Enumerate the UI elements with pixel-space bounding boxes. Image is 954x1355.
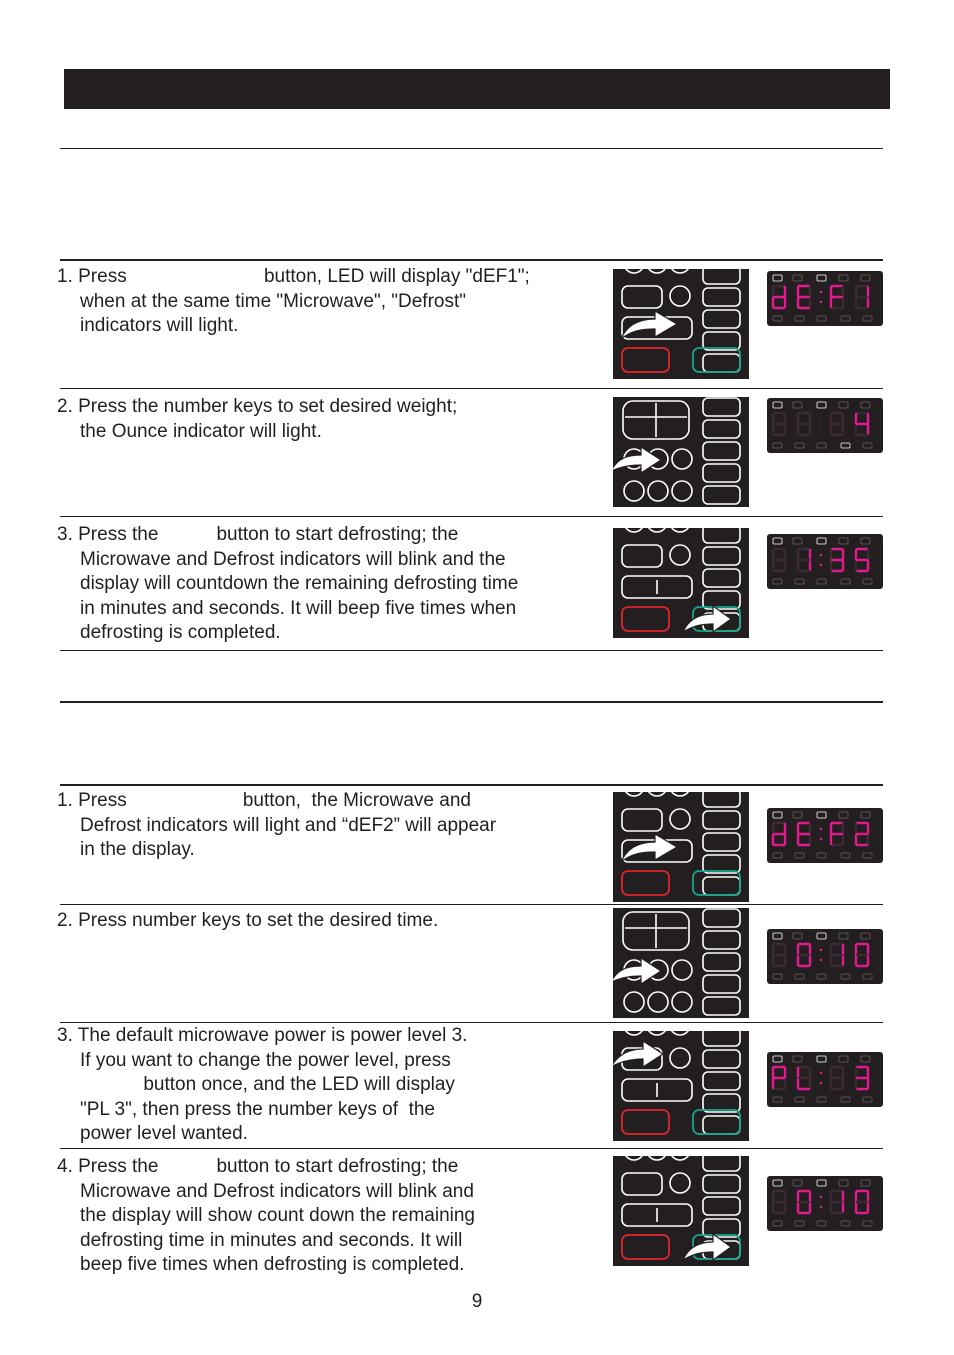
led-colon-dot — [820, 554, 822, 556]
led-colon-dot — [820, 291, 822, 293]
section1-step-3 — [57, 523, 518, 646]
led-colon-dot — [820, 301, 822, 303]
step-line: 3. The default microwave power is power level 3. — [57, 1025, 468, 1046]
led-colon-dot — [820, 1206, 822, 1208]
led-colon-dot — [820, 959, 822, 961]
led-display — [767, 271, 883, 326]
section-header-bar — [64, 69, 890, 109]
step-line: If you want to change the power level, press — [80, 1049, 451, 1071]
panel-background — [613, 908, 749, 1018]
led-display — [767, 1052, 883, 1107]
step-line: indicators will light. — [80, 315, 239, 337]
step-line: the display will show count down the remaining — [80, 1205, 475, 1227]
led-colon-dot — [820, 428, 822, 430]
section2-table-top-divider — [60, 784, 883, 786]
step-line: in the display. — [80, 839, 195, 861]
section2-title-divider — [60, 701, 883, 703]
led-display — [767, 398, 883, 453]
led-display — [767, 929, 883, 984]
section2-step-2 — [57, 909, 438, 934]
step-line: 1. Press button, LED will display "dEF1"; — [57, 266, 530, 287]
step-line: "PL 3", then press the number keys of the — [80, 1098, 435, 1120]
led-display — [767, 1176, 883, 1231]
section1-table-bottom-divider — [60, 650, 883, 651]
step-line: Microwave and Defrost indicators will blink and the — [80, 548, 506, 570]
control-panel-illustration — [613, 792, 749, 902]
led-colon-dot — [820, 564, 822, 566]
led-colon-dot — [820, 1072, 822, 1074]
step-line: Microwave and Defrost indicators will blink and — [80, 1180, 474, 1202]
step-line: Defrost indicators will light and “dEF2” will appear — [80, 814, 497, 836]
led-display — [767, 808, 883, 863]
led-colon-dot — [820, 828, 822, 830]
control-panel-illustration — [613, 528, 749, 638]
row-divider — [60, 388, 883, 389]
led-colon-dot — [820, 418, 822, 420]
section1-table-top-divider — [60, 259, 883, 261]
step-line: 1. Press button, the Microwave and — [57, 790, 471, 811]
page-number: 9 — [471, 1291, 483, 1312]
led-colon-dot — [820, 949, 822, 951]
led-colon-dot — [820, 1082, 822, 1084]
row-divider — [60, 904, 883, 905]
step-line: power level wanted. — [80, 1123, 248, 1145]
step-line: beep five times when defrosting is completed. — [80, 1254, 465, 1276]
step-line: defrosting time in minutes and seconds. It will — [80, 1229, 463, 1251]
control-panel-illustration — [613, 1156, 749, 1266]
led-colon-dot — [820, 1196, 822, 1198]
control-panel-illustration — [613, 1031, 749, 1141]
section2-step-1 — [57, 789, 496, 863]
section1-step-2 — [57, 395, 457, 444]
step-line: in minutes and seconds. It will beep five times when — [80, 597, 517, 619]
step-line: when at the same time "Microwave", "Defrost" — [80, 290, 467, 312]
step-line: 2. Press the number keys to set desired weight; — [57, 396, 458, 417]
section1-step-1 — [57, 265, 530, 339]
section1-title-divider — [60, 148, 883, 149]
control-panel-illustration — [613, 397, 749, 507]
row-divider — [60, 516, 883, 517]
step-line: 4. Press the button to start defrosting; the — [57, 1156, 459, 1177]
step-line: defrosting is completed. — [80, 622, 281, 644]
section2-step-4 — [57, 1155, 475, 1278]
control-panel-illustration — [613, 269, 749, 379]
row-divider — [60, 1148, 883, 1149]
panel-background — [613, 397, 749, 507]
control-panel-illustration — [613, 908, 749, 1018]
led-colon-dot — [820, 838, 822, 840]
row-divider — [60, 1022, 883, 1023]
step-line: the Ounce indicator will light. — [80, 420, 322, 442]
step-line: button once, and the LED will display — [80, 1074, 455, 1096]
led-display — [767, 534, 883, 589]
step-line: 3. Press the button to start defrosting; the — [57, 524, 459, 545]
section2-step-3 — [57, 1024, 467, 1147]
step-line: display will countdown the remaining defrosting time — [80, 573, 519, 595]
step-line: 2. Press number keys to set the desired time. — [57, 910, 439, 931]
